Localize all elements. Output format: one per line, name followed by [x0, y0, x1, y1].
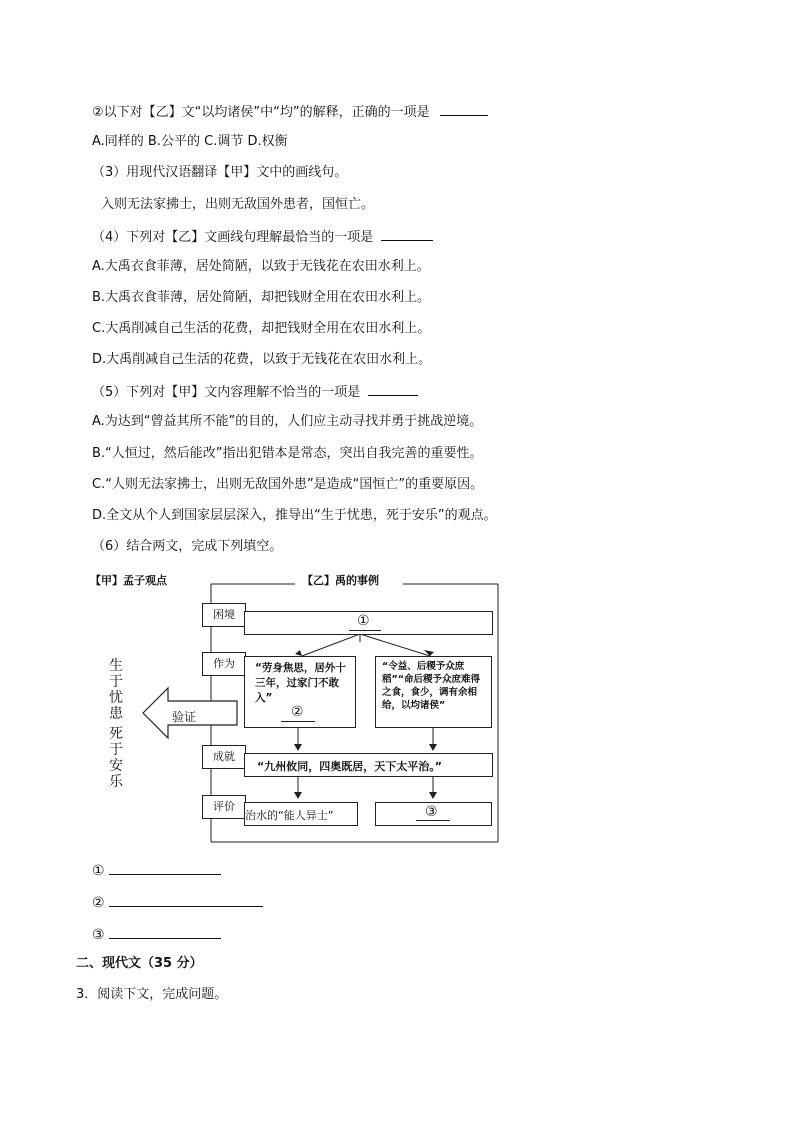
diagram — [90, 570, 510, 850]
question-5 — [92, 382, 418, 402]
pingjia-left-text: 治水的“能人异士” — [245, 809, 334, 822]
zuowei-right-text: “令益、后稷予众庶稻”“命后稷予众庶难得之食，食少，调有余相给，以均诸侯” — [382, 661, 480, 711]
question-4-text: （4）下列对【乙】文画线句理解最恰当的一项是 — [92, 230, 374, 245]
answer-2-marker: ② — [92, 895, 105, 911]
q4-option-b: B.大禹衣食菲薄，居处简陋，却把钱财全用在农田水利上。 — [92, 290, 431, 305]
question-3: （3）用现代汉语翻译【甲】文中的画线句。 — [92, 165, 348, 180]
vertical-text: 生于忧患 — [109, 658, 123, 722]
q5-option-c: C.“人则无法家拂士，出则无敌国外患”是造成“国恒亡”的重要原因。 — [92, 477, 484, 492]
q4-option-a: A.大禹衣食菲薄，居处简陋，以致于无钱花在农田水利上。 — [92, 259, 430, 274]
answer-blank[interactable] — [368, 382, 418, 396]
pingjia-right-box — [375, 802, 492, 826]
diagram-left-vertical-1 — [108, 658, 124, 722]
question-2-2 — [92, 102, 488, 122]
q5-option-a: A.为达到“曾益其所不能”的目的，人们应主动寻找并勇于挑战逆境。 — [92, 414, 483, 429]
q5-option-b: B.“人恒过，然后能改”指出犯错本是常态，突出自我完善的重要性。 — [92, 446, 483, 461]
q4-option-d: D.大禹削减自己生活的花费，以致于无钱花在农田水利上。 — [92, 352, 432, 367]
diagram-left-title: 【甲】孟子观点 — [90, 574, 167, 587]
chengjiu-text: “九州攸同，四奥既居，天下太平治。” — [257, 760, 442, 773]
question-2-2-options: A.同样的 B.公平的 C.调节 D.权衡 — [92, 134, 288, 149]
answer-1-field[interactable] — [109, 861, 221, 875]
verify-label: 验证 — [172, 710, 197, 724]
question-4 — [92, 227, 433, 247]
chengjiu-box — [244, 753, 493, 777]
blank-2-marker: ② — [291, 704, 304, 720]
answer-3-field[interactable] — [109, 925, 221, 939]
answer-2-field[interactable] — [109, 893, 263, 907]
blank-3-underline — [416, 820, 450, 821]
row-label-zuowei: 作为 — [202, 652, 246, 676]
answer-line-1 — [92, 861, 221, 881]
question-5-text: （5）下列对【甲】文内容理解不恰当的一项是 — [92, 385, 361, 400]
question-3-intro: 3．阅读下文，完成问题。 — [76, 987, 228, 1002]
blank-1-marker: ① — [357, 613, 370, 629]
row-label-kunjing: 困境 — [202, 603, 246, 627]
blank-2-underline — [281, 721, 315, 722]
blank-1-underline — [349, 630, 381, 631]
section-title: 二、现代文（35 分） — [76, 956, 203, 971]
zuowei-left-box — [244, 656, 356, 728]
answer-blank[interactable] — [440, 102, 488, 116]
question-6: （6）结合两文，完成下列填空。 — [92, 539, 283, 554]
question-3-sentence: 入则无法家拂士，出则无敌国外患者，国恒亡。 — [101, 197, 375, 212]
zuowei-right-box — [375, 656, 492, 728]
answer-3-marker: ③ — [92, 927, 105, 943]
diagram-right-title: 【乙】禹的事例 — [302, 574, 379, 587]
question-2-2-text: ②以下对【乙】文“以均诸侯”中“均”的解释，正确的一项是 — [92, 105, 430, 120]
q5-option-d: D.全文从个人到国家层层深入，推导出“生于忧患，死于安乐”的观点。 — [92, 508, 497, 523]
kunjing-box — [244, 611, 493, 635]
answer-line-3 — [92, 925, 221, 945]
vertical-text: 死于安乐 — [109, 726, 123, 790]
pingjia-left-box — [244, 802, 358, 826]
answer-line-2 — [92, 893, 263, 913]
row-label-chengjiu: 成就 — [202, 745, 246, 769]
diagram-left-vertical-2 — [108, 726, 124, 790]
answer-1-marker: ① — [92, 863, 105, 879]
blank-3-marker: ③ — [425, 804, 438, 820]
zuowei-left-text: “劳身焦思，居外十三年，过家门不敢入” — [255, 662, 346, 704]
row-label-pingjia: 评价 — [202, 795, 246, 819]
q4-option-c: C.大禹削减自己生活的花费，却把钱财全用在农田水利上。 — [92, 321, 431, 336]
answer-blank[interactable] — [381, 227, 433, 241]
